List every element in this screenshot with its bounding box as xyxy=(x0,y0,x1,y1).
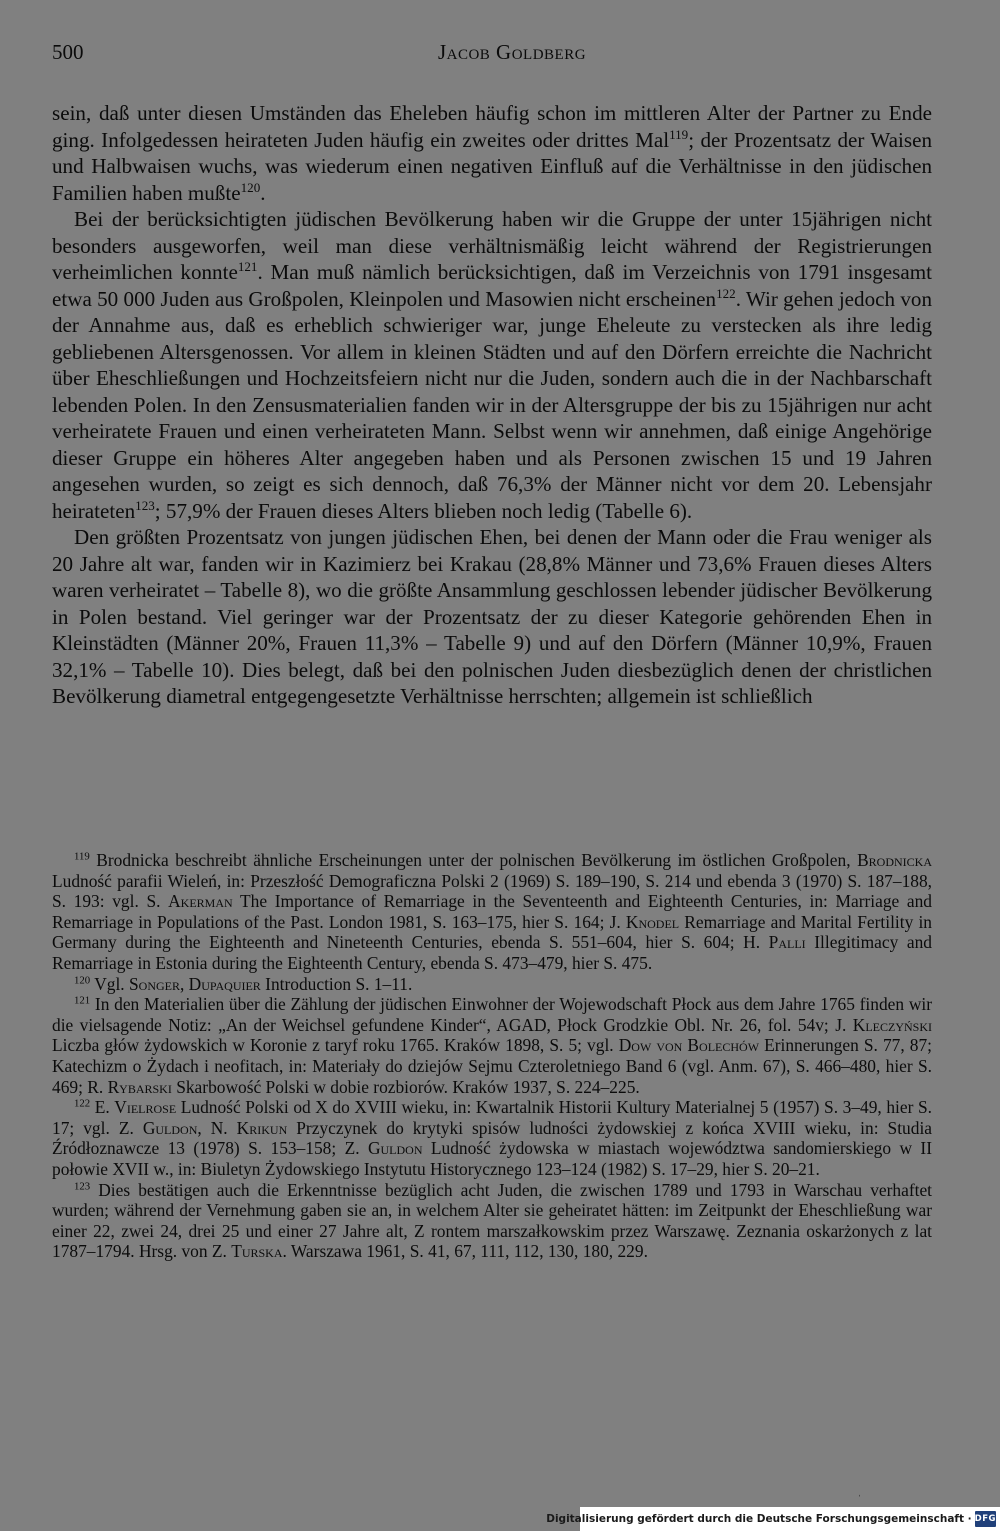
footnotes xyxy=(52,850,932,1262)
author-name: Knodel xyxy=(625,911,680,932)
footnote-ref-119[interactable]: 119 xyxy=(669,126,689,142)
dfg-credit-text: Digitalisierung gefördert durch die Deutsche Forschungsgemeinschaft · xyxy=(546,1513,972,1525)
stray-mark: ˌ xyxy=(858,1486,862,1497)
page-number: 500 xyxy=(52,40,84,64)
footnote-123: $^{123}$ Dies bestätigen auch die Erkenntnisse bezüglich acht Juden, die zwischen 1789 und 1793 in Warschau verhaftet wurden; während der Vernehmung gaben sie an, in welchem Alter sie geheiratet hätten: im Zeitpunkt der Eheschließung war einer 22, zwei 24, drei 25 und einer 27 Jahre alt, Z rontem marszałkowskim przez Warszawę. Zeznania oskarżonych z lat 1787–1794. Hrsg. von Z. Turska. Warszawa 1961, S. 41, 67, 111, 112, 130, 180, 229. xyxy=(52,1179,932,1262)
footnote-120: $^{120}$ Vgl. Songer, Dupaquier Introduction S. 1–11. xyxy=(74,973,413,994)
author-name: Kleczyński xyxy=(852,1014,932,1035)
paragraph-1: sein, daß unter diesen Umständen das Eheleben häufig schon im mittleren Alter der Partner zu Ende ging. Infolgedessen heirateten Juden häufig ein zweites oder drittes Mal$^{119}$; der Prozentsatz der Waisen und Halbwaisen wuchs, was wiederum einen negativen Einfluß auf die Verhältnisse in den jüdischen Familien haben mußte$^{120}$. xyxy=(52,101,932,205)
footnote-number: 120 xyxy=(74,973,91,986)
author-name: Akerman xyxy=(168,891,233,912)
footnote-ref-123[interactable]: 123 xyxy=(135,497,155,513)
dfg-credit-bar xyxy=(546,1507,1000,1531)
footnote-ref-120[interactable]: 120 xyxy=(240,179,261,195)
author-name: Dow von Bolechów xyxy=(618,1035,760,1056)
footnote-number: 119 xyxy=(74,850,90,863)
footnote-ref-121[interactable]: 121 xyxy=(237,258,258,274)
page-header xyxy=(52,40,932,70)
footnote-ref-122[interactable]: 122 xyxy=(716,285,736,301)
paragraph-2: Bei der berücksichtigten jüdischen Bevölkerung haben wir die Gruppe der unter 15jährigen nicht besonders ausgeworfen, weil man diese verhältnismäßig leicht während der Registrierungen verheimlichen konnte$^{121}$. Man muß nämlich berücksichtigen, daß im Verzeichnis von 1791 insgesamt etwa 50 000 Juden aus Großpolen, Kleinpolen und Masowien nicht erscheinen$^{122}$. Wir gehen jedoch von der Annahme aus, daß es erheblich schwieriger war, junge Eheleute zu verstecken als ihre ledig gebliebenen Altersgenossen. Vor allem in kleinen Städten und auf den Dörfern erreichte die Nachricht über Eheschließungen und Hochzeitsfeiern nicht nur die Juden, sondern auch die in der Nachbarschaft lebenden Polen. In den Zensusmaterialien fanden wir in der Altersgruppe der bis zu 15jährigen nur acht verheiratete Frauen und einen verheirateten Mann. Selbst wenn wir annehmen, daß einige Angehörige dieser Gruppe ein höheres Alter angegeben haben und als Personen zwischen 15 und 19 Jahren angesehen wurden, so zeigt es sich dennoch, daß 76,3% der Männer nicht vor dem 20. Lebensjahr heirateten$^{123}$; 57,9% der Frauen dieses Alters blieben noch ledig (Tabelle 6). xyxy=(52,207,932,523)
author-name: Krikun xyxy=(236,1117,288,1138)
author-name: Guldon xyxy=(142,1117,198,1138)
dfg-logo-icon: DFG xyxy=(975,1511,996,1527)
author-name: Palli xyxy=(768,932,806,953)
paragraph-3: Den größten Prozentsatz von jungen jüdischen Ehen, bei denen der Mann oder die Frau weniger als 20 Jahre alt war, fanden wir in Kazimierz bei Krakau (28,8% Männer und 73,6% Frauen dieses Alters waren verheiratet – Tabelle 8), wo die größte Ansammlung geschlossen lebender jüdischer Bevölkerung in Polen bestand. Viel geringer war der Prozentsatz der zu dieser Kategorie gehörenden Ehen in Kleinstädten (Männer 20%, Frauen 11,3% – Tabelle 9) und auf den Dörfern (Männer 10,9%, Frauen 32,1% – Tabelle 10). Dies belegt, daß bei den polnischen Juden diesbezüglich denen der christlichen Bevölkerung diametral entgegengesetzte Verhältnisse herrschten; allgemein ist schließlich xyxy=(52,525,932,708)
footnote-119: $^{119}$ Brodnicka beschreibt ähnliche Erscheinungen unter der polnischen Bevölkerung im östlichen Großpolen, Brodnicka Ludność parafii Wieleń, in: Przeszłość Demograficzna Polski 2 (1969) S. 189–190, S. 214 und ebenda 3 (1970) S. 187–188, S. 193: vgl. S. Akerman The Importance of Remarriage in the Seventeenth and Eighteenth Centuries, in: Marriage and Remarriage in Populations of the Past. London 1981, S. 163–175, hier S. 164; J. Knodel Remarriage and Marital Fertility in Germany during the Eighteenth and Nineteenth Centuries, ebenda S. 551–604, hier S. 604; H. Palli Illegitimacy and Remarriage in Estonia during the Eighteenth Century, ebenda S. 473–479, hier S. 475. xyxy=(52,850,932,973)
footnote-number: 121 xyxy=(74,994,91,1007)
author-name: Songer, Dupaquier xyxy=(128,973,261,994)
footnote-number: 123 xyxy=(74,1179,91,1192)
author-name: Brodnicka xyxy=(857,850,932,870)
footnote-122: $^{122}$ E. Vielrose Ludność Polski od X do XVIII wieku, in: Kwartalnik Historii Kultury Materialnej 5 (1957) S. 3–49, hier S. 17; vgl. Z. Guldon, N. Krikun Przyczynek do krytyki spisów ludności żydowskiej z końca XVIII wieku, in: Studia Źródłoznawcze 13 (1978) S. 153–158; Z. Guldon Ludność żydowska w miastach województwa sandomierskiego w II połowie XVII w., in: Biuletyn Żydowskiego Instytutu Historycznego 123–124 (1982) S. 17–29, hier S. 20–21. xyxy=(52,1097,933,1179)
author-name: Turska xyxy=(231,1241,283,1262)
footnote-number: 122 xyxy=(74,1097,91,1110)
author-name: Guldon xyxy=(367,1138,423,1159)
author-name: Rybarski xyxy=(107,1076,172,1097)
footnote-121: $^{121}$ In den Materialien über die Zählung der jüdischen Einwohner der Wojewodschaft Płock aus dem Jahre 1765 finden wir die vielsagende Notiz: „An der Weichsel gefundene Kinder“, AGAD, Płock Grodzkie Obl. Nr. 26, fol. 54v; J. Kleczyński Liczba głów żydowskich w Koronie z taryf roku 1765. Kraków 1898, S. 5; vgl. Dow von Bolechów Erinnerungen S. 77, 87; Katechizm o Żydach i neofitach, in: Materiały do dziejów Sejmu Czteroletniego Band 6 (vgl. Anm. 67), S. 466–480, hier S. 469; R. Rybarski Skarbowość Polski w dobie rozbiorów. Kraków 1937, S. 224–225. xyxy=(52,994,932,1097)
body-text xyxy=(52,100,932,710)
running-head: Jacob Goldberg xyxy=(437,40,587,64)
author-name: Vielrose xyxy=(114,1097,177,1118)
